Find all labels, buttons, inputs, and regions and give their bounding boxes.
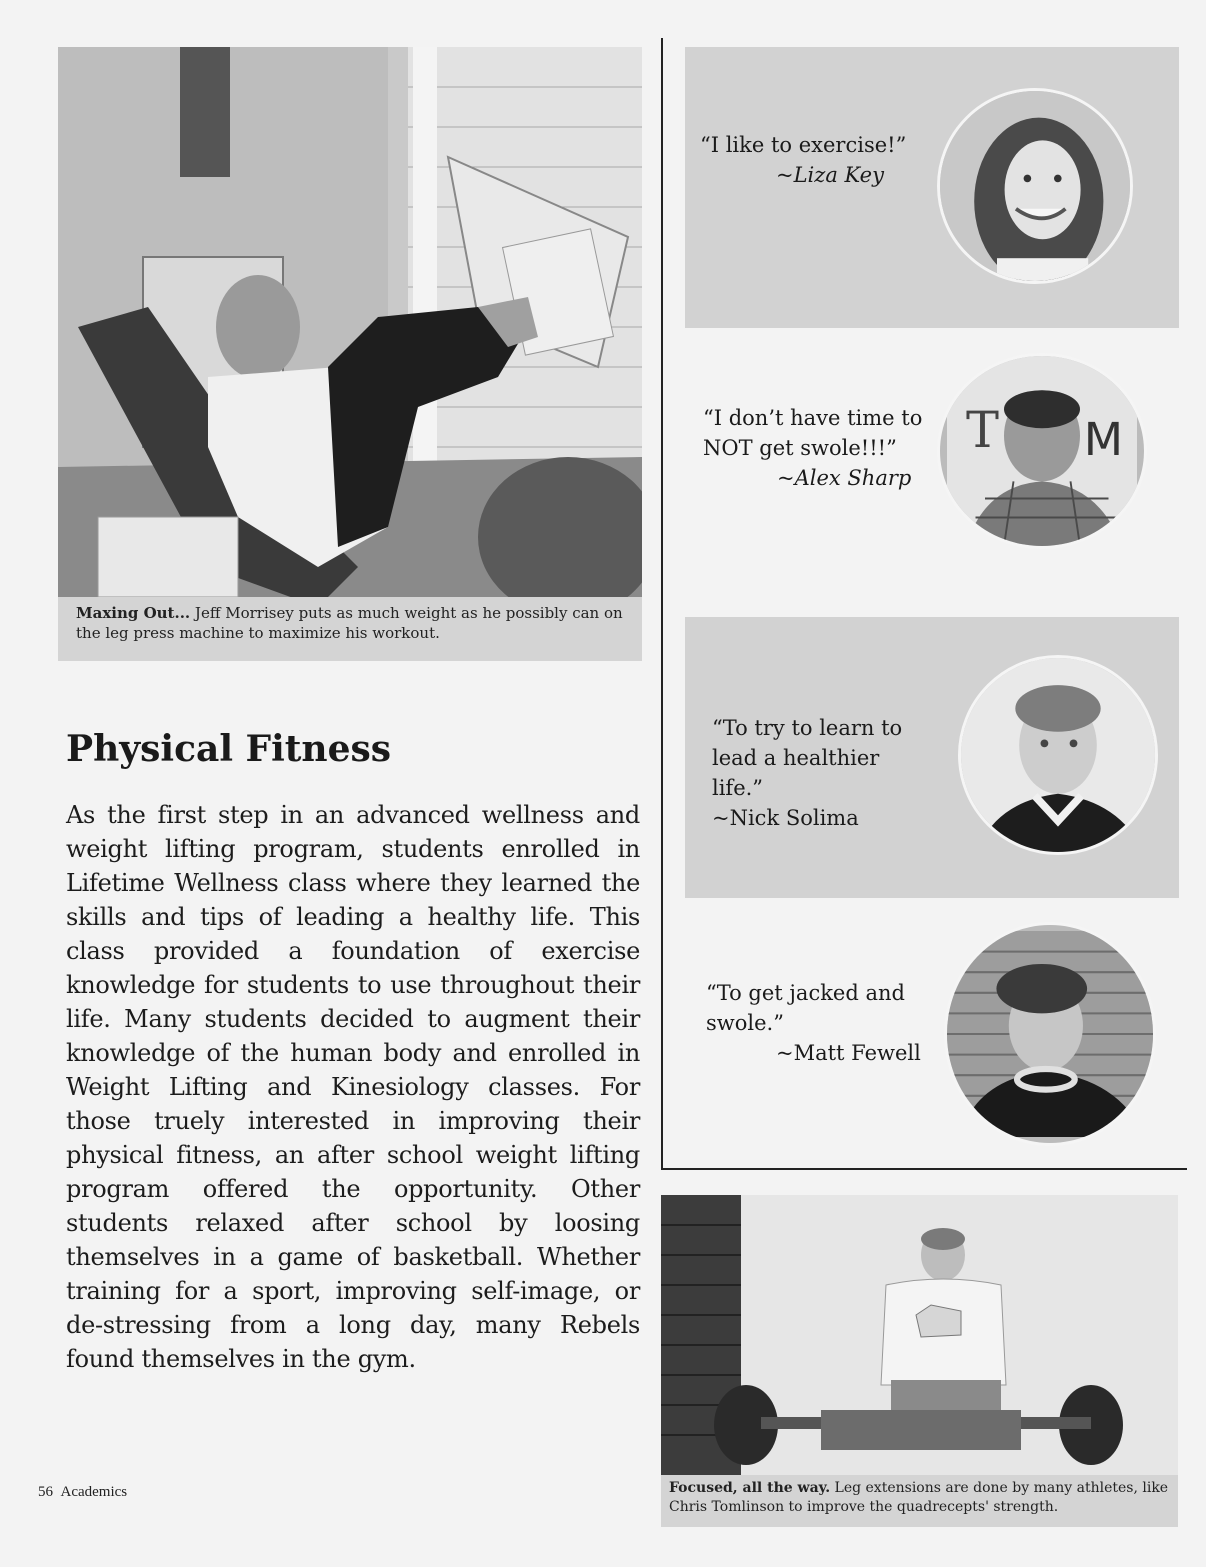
quote-4-line-2: swole.” [706,1011,784,1035]
column-divider [661,38,663,1168]
portrait-nick-solima [958,655,1158,855]
caption-text: Leg extensions are done by many athletes, like Chris Tomlinson to improve the quadrecepts' strength. [669,1480,1169,1515]
section-divider [661,1168,1187,1170]
leg-press-photo [58,47,642,597]
caption-lead: Focused, all the way. [669,1480,831,1496]
quote-1-text: “I like to exercise!” [700,133,907,157]
quote-3-line-2: lead a healthier [712,746,880,770]
portrait-liza-key [937,88,1133,284]
caption-lead: Maxing Out... [76,604,191,622]
article-title: Physical Fitness [66,728,392,770]
caption-text: Jeff Morrisey puts as much weight as he possibly can on the leg press machine to maximize his workout. [76,604,623,642]
portrait-alex-sharp [937,353,1147,549]
quote-2-author: ~Alex Sharp [777,466,912,490]
leg-extension-caption [661,1475,1178,1527]
quote-4-line-1: “To get jacked and [706,981,905,1005]
page-footer [38,1484,127,1501]
quote-3-line-1: “To try to learn to [712,716,903,740]
quote-3-line-3: life.” [712,776,764,800]
svg-text:T: T [966,401,999,460]
quote-2 [703,403,943,493]
quote-2-line-2: NOT get swole!!!” [703,436,897,460]
quote-4-author: ~Matt Fewell [776,1041,921,1065]
quote-2-line-1: “I don’t have time to [703,406,923,430]
svg-text:M: M [1083,412,1124,466]
quote-3 [712,713,942,833]
page-number: 56 [38,1484,53,1500]
section-name: Academics [60,1484,128,1500]
portrait-matt-fewell [944,922,1156,1146]
leg-extension-photo [661,1195,1178,1475]
article-body: As the first step in an advanced wellness and weight lifting program, students enrolled in Lifetime Wellness class where they learned the skills and tips of leading a healthy life. This class provided a foundation of exercise knowledge for students to use throughout their life. Many students decided to augment their knowledge of the human body and enrolled in Weight Lifting and Kinesiology classes. For those truely interested in improving their physical fitness, an after school weight lifting program offered the opportunity. Other students relaxed after school by loosing themselves in a game of basketball. Whether training for a sport, improving self-image, or de-stressing from a long day, many Rebels found themselves in the gym. [66,801,640,1373]
quote-4 [706,978,942,1068]
leg-press-caption [58,597,642,661]
quote-1-author: ~Liza Key [776,163,884,187]
quote-1 [700,130,930,190]
quote-3-author: ~Nick Solima [712,806,859,830]
